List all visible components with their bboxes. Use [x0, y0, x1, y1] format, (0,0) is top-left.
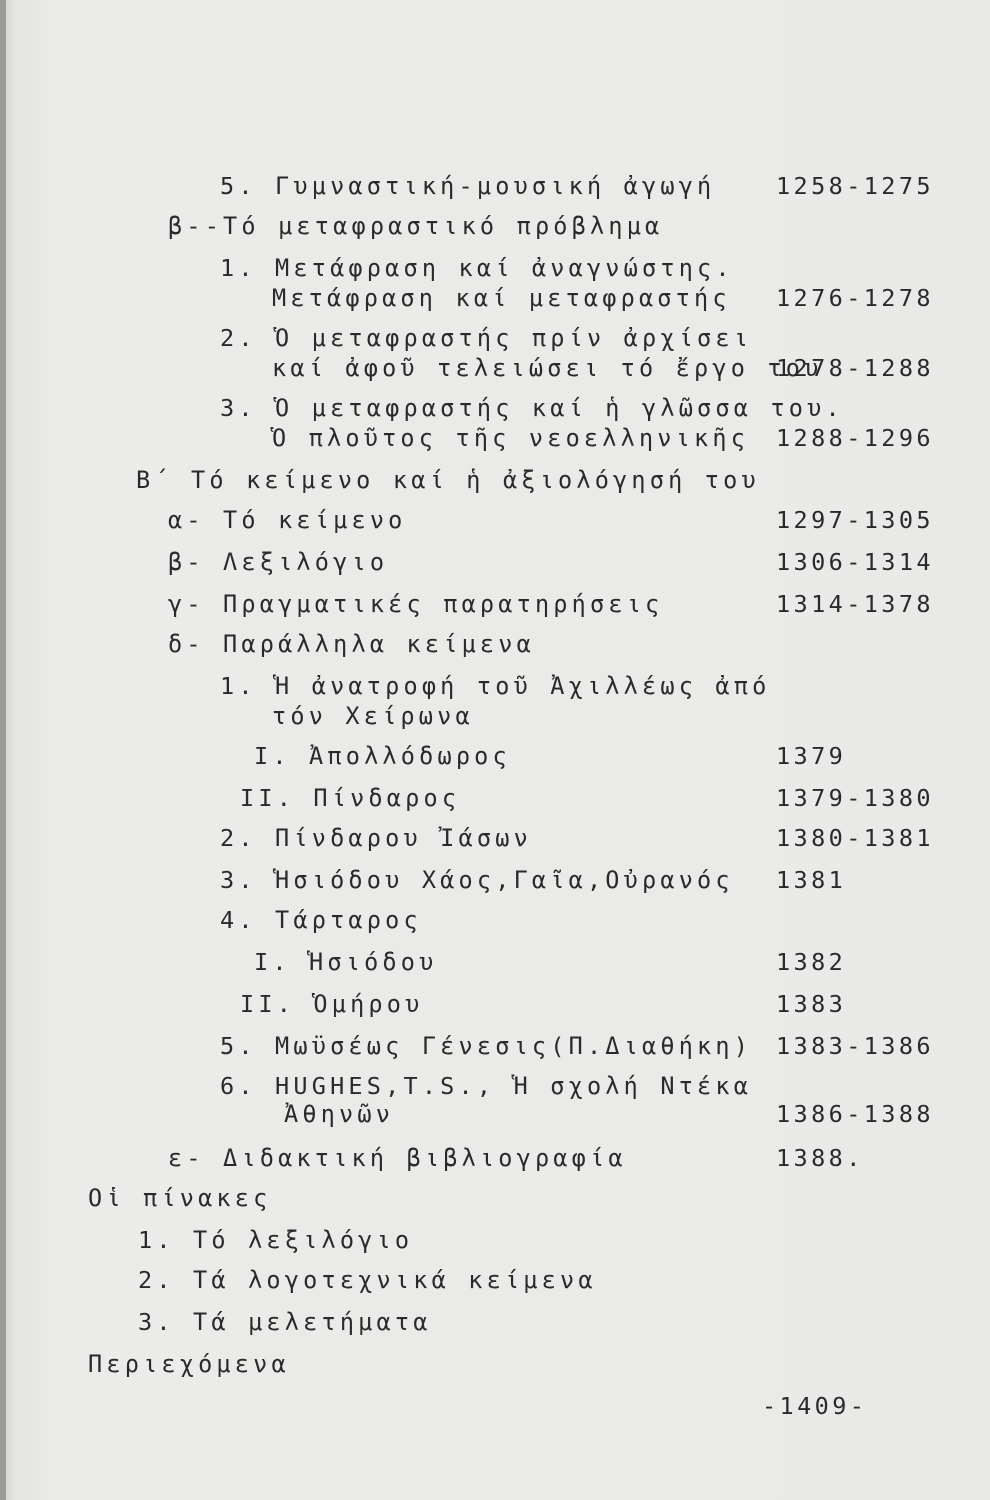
toc-entry: καί ἀφοῦ τελειώσει τό ἔργο του — [272, 354, 823, 382]
page-number: -1409- — [762, 1392, 868, 1420]
toc-chapter: Β΄ Τό κείμενο καί ἡ ἀξιολόγησή του — [136, 466, 760, 494]
toc-page-range: 1383 — [776, 990, 847, 1018]
toc-page-range: 1306-1314 — [776, 548, 934, 576]
toc-entry: 2. Τά λογοτεχνικά κείμενα — [138, 1266, 597, 1294]
toc-subentry: I. Ἡσιόδου — [254, 948, 438, 976]
toc-section: δ- Παράλληλα κείμενα — [168, 630, 535, 658]
toc-subentry: II. Πίνδαρος — [240, 784, 461, 812]
toc-page-range: 1297-1305 — [776, 506, 934, 534]
toc-section: γ- Πραγματικές παρατηρήσεις — [168, 590, 664, 618]
toc-page-range: 1379-1380 — [776, 784, 934, 812]
toc-entry: 3. Τά μελετήματα — [138, 1308, 432, 1336]
toc-entry: 3. Ἡσιόδου Χάος,Γαῖα,Οὐρανός — [220, 866, 734, 894]
toc-entry: 1. Μετάφραση καί ἀναγνώστης. — [220, 254, 734, 282]
toc-page-range: 1386-1388 — [776, 1100, 934, 1128]
toc-entry: 2. Πίνδαρου Ἰάσων — [220, 824, 532, 852]
toc-entry: 1. Τό λεξιλόγιο — [138, 1226, 414, 1254]
toc-subentry: II. Ὁμήρου — [240, 990, 424, 1018]
toc-section: α- Τό κείμενο — [168, 506, 407, 534]
toc-section: β- Λεξιλόγιο — [168, 548, 389, 576]
toc-entry: 4. Τάρταρος — [220, 906, 422, 934]
toc-entry: 5. Μωϋσέως Γένεσις(Π.Διαθήκη) — [220, 1032, 753, 1060]
toc-part: Οἱ πίνακες — [88, 1184, 272, 1212]
toc-section: β--Τό μεταφραστικό πρόβλημα — [168, 212, 664, 240]
toc-page-range: 1278-1288 — [776, 354, 934, 382]
toc-page-range: 1314-1378 — [776, 590, 934, 618]
toc-entry: 5. Γυμναστική-μουσική ἀγωγή — [220, 172, 716, 200]
toc-page-range: 1379 — [776, 742, 847, 770]
toc-entry: 3. Ὁ μεταφραστής καί ἡ γλῶσσα του. — [220, 394, 844, 422]
toc-page-range: 1382 — [776, 948, 847, 976]
toc-entry: 6. HUGHES,T.S., Ἡ σχολή Ντέκα — [220, 1072, 753, 1100]
toc-entry: Ἀθηνῶν — [284, 1100, 395, 1128]
toc-entry: 2. Ὁ μεταφραστής πρίν ἀρχίσει — [220, 324, 753, 352]
toc-page-range: 1380-1381 — [776, 824, 934, 852]
page-edge — [0, 0, 6, 1500]
toc-subentry: I. Ἀπολλόδωρος — [254, 742, 511, 770]
toc-page-range: 1276-1278 — [776, 284, 934, 312]
toc-entry: τόν Χείρωνα — [272, 702, 474, 730]
toc-page-range: 1388. — [776, 1144, 864, 1172]
toc-entry: Ὁ πλοῦτος τῆς νεοελληνικῆς — [272, 424, 750, 452]
toc-page-range: 1258-1275 — [776, 172, 934, 200]
toc-entry: Μετάφραση καί μεταφραστής — [272, 284, 731, 312]
toc-page-range: 1381 — [776, 866, 847, 894]
toc-page-range: 1288-1296 — [776, 424, 934, 452]
toc-entry: 1. Ἡ ἀνατροφή τοῦ Ἀχιλλέως ἀπό — [220, 672, 771, 700]
toc-page-range: 1383-1386 — [776, 1032, 934, 1060]
toc-part: Περιεχόμενα — [88, 1350, 290, 1378]
toc-section: ε- Διδακτική βιβλιογραφία — [168, 1144, 627, 1172]
